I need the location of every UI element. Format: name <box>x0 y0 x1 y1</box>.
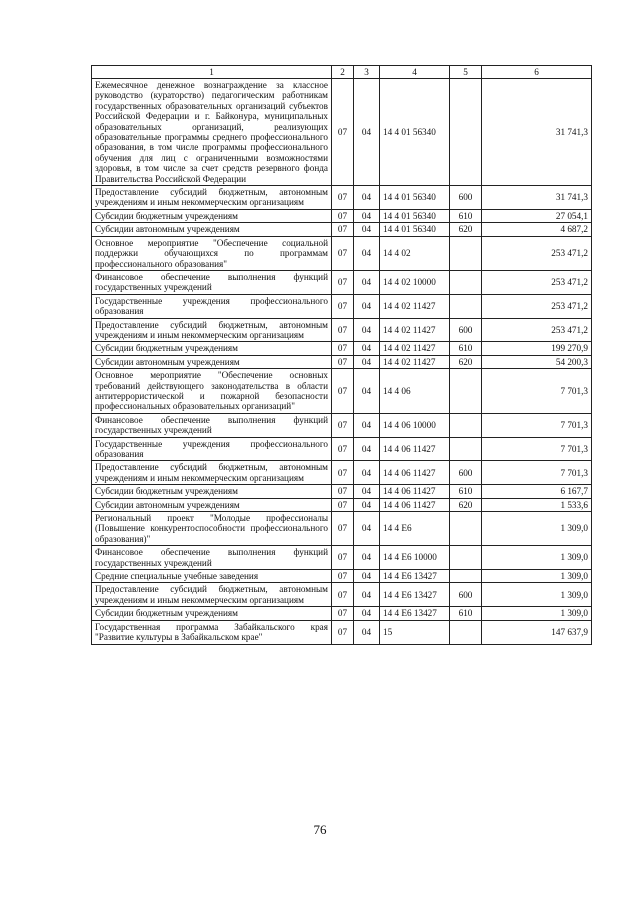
row-amount-cell: 1 309,0 <box>482 583 592 607</box>
row-subsection-cell: 04 <box>354 209 380 222</box>
row-target-code-cell: 14 4 06 11427 <box>380 485 450 498</box>
page-number: 76 <box>313 822 327 837</box>
row-section-cell: 07 <box>332 413 354 437</box>
row-subsection-cell: 04 <box>354 79 380 186</box>
row-target-code-cell: 15 <box>380 620 450 644</box>
row-name-cell: Финансовое обеспечение выполнения функций государственных учреждений <box>92 546 332 570</box>
row-subsection-cell: 04 <box>354 498 380 511</box>
row-target-code-cell: 14 4 06 11427 <box>380 498 450 511</box>
row-subsection-cell: 04 <box>354 369 380 414</box>
row-name-cell: Основное мероприятие "Обеспечение социальной поддержки обучающихся по программам профессионального образования" <box>92 236 332 270</box>
row-section-cell: 07 <box>332 369 354 414</box>
row-expense-type-cell: 600 <box>450 583 482 607</box>
row-expense-type-cell <box>450 512 482 546</box>
row-name-cell: Основное мероприятие "Обеспечение основных требований действующего законодательства в области антитеррористической и пожарной безопасности профессиональных образовательных организаций" <box>92 369 332 414</box>
row-subsection-cell: 04 <box>354 461 380 485</box>
row-expense-type-cell <box>450 413 482 437</box>
table-row <box>92 79 592 186</box>
row-target-code-cell: 14 4 02 11427 <box>380 342 450 355</box>
row-name-cell: Финансовое обеспечение выполнения функций государственных учреждений <box>92 270 332 294</box>
row-expense-type-cell: 600 <box>450 318 482 342</box>
budget-table <box>91 65 592 645</box>
header-row <box>92 66 592 79</box>
row-target-code-cell: 14 4 01 56340 <box>380 186 450 210</box>
row-target-code-cell: 14 4 02 <box>380 236 450 270</box>
row-target-code-cell: 14 4 02 11427 <box>380 355 450 368</box>
row-name-cell: Субсидии бюджетным учреждениям <box>92 485 332 498</box>
row-name-cell: Ежемесячное денежное вознаграждение за классное руководство (кураторство) педагогическим работникам государственных образовательных организаций субъектов Российской Федерации и г. Байконура, муниципальных образовательных организаций, реализующих образовательные программы среднего профессионального образования, в том числе программы профессионального обучения для лиц с ограниченными возможностями здоровья, в том числе за счет средств резервного фонда Правительства Российской Федерации <box>92 79 332 186</box>
row-name-cell: Субсидии бюджетным учреждениям <box>92 342 332 355</box>
row-amount-cell: 147 637,9 <box>482 620 592 644</box>
row-name-cell: Средние специальные учебные заведения <box>92 570 332 583</box>
row-amount-cell: 7 701,3 <box>482 437 592 461</box>
table-row <box>92 413 592 437</box>
row-amount-cell: 54 200,3 <box>482 355 592 368</box>
table-row <box>92 512 592 546</box>
row-name-cell: Государственная программа Забайкальского края "Развитие культуры в Забайкальском крае" <box>92 620 332 644</box>
row-name-cell: Государственные учреждения профессионального образования <box>92 294 332 318</box>
row-section-cell: 07 <box>332 583 354 607</box>
row-amount-cell: 253 471,2 <box>482 318 592 342</box>
row-name-cell: Субсидии автономным учреждениям <box>92 498 332 511</box>
row-name-cell: Региональный проект "Молодые профессионалы (Повышение конкурентоспособности профессионального образования)" <box>92 512 332 546</box>
row-section-cell: 07 <box>332 223 354 236</box>
row-section-cell: 07 <box>332 186 354 210</box>
col-header-expense-type: 5 <box>450 66 482 79</box>
row-expense-type-cell: 620 <box>450 355 482 368</box>
row-section-cell: 07 <box>332 294 354 318</box>
col-header-name: 1 <box>92 66 332 79</box>
table-row <box>92 209 592 222</box>
row-subsection-cell: 04 <box>354 186 380 210</box>
row-target-code-cell: 14 4 02 11427 <box>380 318 450 342</box>
row-section-cell: 07 <box>332 209 354 222</box>
row-section-cell: 07 <box>332 498 354 511</box>
table-row <box>92 223 592 236</box>
row-target-code-cell: 14 4 06 11427 <box>380 437 450 461</box>
row-expense-type-cell <box>450 437 482 461</box>
row-amount-cell: 31 741,3 <box>482 186 592 210</box>
row-subsection-cell: 04 <box>354 620 380 644</box>
row-target-code-cell: 14 4 01 56340 <box>380 209 450 222</box>
row-amount-cell: 27 054,1 <box>482 209 592 222</box>
row-amount-cell: 7 701,3 <box>482 413 592 437</box>
table-row <box>92 498 592 511</box>
col-header-amount: 6 <box>482 66 592 79</box>
row-amount-cell: 4 687,2 <box>482 223 592 236</box>
table-row <box>92 294 592 318</box>
row-subsection-cell: 04 <box>354 607 380 620</box>
row-target-code-cell: 14 4 E6 13427 <box>380 583 450 607</box>
row-subsection-cell: 04 <box>354 355 380 368</box>
row-target-code-cell: 14 4 01 56340 <box>380 223 450 236</box>
row-subsection-cell: 04 <box>354 223 380 236</box>
row-name-cell: Государственные учреждения профессионального образования <box>92 437 332 461</box>
row-name-cell: Предоставление субсидий бюджетным, автономным учреждениям и иным некоммерческим организациям <box>92 583 332 607</box>
row-name-cell: Финансовое обеспечение выполнения функций государственных учреждений <box>92 413 332 437</box>
row-name-cell: Субсидии бюджетным учреждениям <box>92 209 332 222</box>
row-amount-cell: 6 167,7 <box>482 485 592 498</box>
row-expense-type-cell <box>450 546 482 570</box>
row-target-code-cell: 14 4 E6 13427 <box>380 570 450 583</box>
row-subsection-cell: 04 <box>354 318 380 342</box>
row-subsection-cell: 04 <box>354 485 380 498</box>
row-subsection-cell: 04 <box>354 512 380 546</box>
row-section-cell: 07 <box>332 485 354 498</box>
row-expense-type-cell: 600 <box>450 186 482 210</box>
table-row <box>92 369 592 414</box>
table-row <box>92 620 592 644</box>
row-name-cell: Субсидии автономным учреждениям <box>92 223 332 236</box>
row-expense-type-cell: 600 <box>450 461 482 485</box>
row-subsection-cell: 04 <box>354 583 380 607</box>
row-amount-cell: 1 309,0 <box>482 546 592 570</box>
table-row <box>92 342 592 355</box>
row-section-cell: 07 <box>332 318 354 342</box>
row-target-code-cell: 14 4 06 10000 <box>380 413 450 437</box>
row-subsection-cell: 04 <box>354 413 380 437</box>
row-section-cell: 07 <box>332 607 354 620</box>
row-subsection-cell: 04 <box>354 294 380 318</box>
row-target-code-cell: 14 4 E6 10000 <box>380 546 450 570</box>
row-amount-cell: 7 701,3 <box>482 369 592 414</box>
row-target-code-cell: 14 4 02 10000 <box>380 270 450 294</box>
row-subsection-cell: 04 <box>354 570 380 583</box>
table-row <box>92 355 592 368</box>
row-amount-cell: 7 701,3 <box>482 461 592 485</box>
row-expense-type-cell: 610 <box>450 485 482 498</box>
table-row <box>92 318 592 342</box>
table-row <box>92 437 592 461</box>
row-amount-cell: 1 309,0 <box>482 607 592 620</box>
row-target-code-cell: 14 4 06 <box>380 369 450 414</box>
row-section-cell: 07 <box>332 437 354 461</box>
col-header-target-code: 4 <box>380 66 450 79</box>
row-amount-cell: 1 309,0 <box>482 512 592 546</box>
row-expense-type-cell <box>450 236 482 270</box>
row-name-cell: Предоставление субсидий бюджетным, автономным учреждениям и иным некоммерческим организациям <box>92 461 332 485</box>
row-target-code-cell: 14 4 01 56340 <box>380 79 450 186</box>
row-section-cell: 07 <box>332 570 354 583</box>
row-target-code-cell: 14 4 E6 13427 <box>380 607 450 620</box>
row-expense-type-cell: 620 <box>450 223 482 236</box>
row-amount-cell: 253 471,2 <box>482 270 592 294</box>
row-section-cell: 07 <box>332 236 354 270</box>
row-expense-type-cell: 620 <box>450 498 482 511</box>
row-name-cell: Предоставление субсидий бюджетным, автономным учреждениям и иным некоммерческим организациям <box>92 318 332 342</box>
row-amount-cell: 1 533,6 <box>482 498 592 511</box>
row-subsection-cell: 04 <box>354 342 380 355</box>
row-subsection-cell: 04 <box>354 236 380 270</box>
row-section-cell: 07 <box>332 270 354 294</box>
row-subsection-cell: 04 <box>354 546 380 570</box>
row-section-cell: 07 <box>332 79 354 186</box>
row-amount-cell: 31 741,3 <box>482 79 592 186</box>
table-row <box>92 236 592 270</box>
row-target-code-cell: 14 4 02 11427 <box>380 294 450 318</box>
row-section-cell: 07 <box>332 546 354 570</box>
row-amount-cell: 199 270,9 <box>482 342 592 355</box>
row-amount-cell: 1 309,0 <box>482 570 592 583</box>
row-subsection-cell: 04 <box>354 437 380 461</box>
row-section-cell: 07 <box>332 620 354 644</box>
row-section-cell: 07 <box>332 355 354 368</box>
col-header-subsection: 3 <box>354 66 380 79</box>
row-target-code-cell: 14 4 06 11427 <box>380 461 450 485</box>
row-subsection-cell: 04 <box>354 270 380 294</box>
row-expense-type-cell <box>450 270 482 294</box>
row-expense-type-cell <box>450 570 482 583</box>
table-row <box>92 546 592 570</box>
table-row <box>92 186 592 210</box>
table-row <box>92 485 592 498</box>
table-row <box>92 570 592 583</box>
row-name-cell: Субсидии бюджетным учреждениям <box>92 607 332 620</box>
row-amount-cell: 253 471,2 <box>482 294 592 318</box>
row-expense-type-cell <box>450 369 482 414</box>
row-amount-cell: 253 471,2 <box>482 236 592 270</box>
row-expense-type-cell <box>450 620 482 644</box>
row-expense-type-cell: 610 <box>450 209 482 222</box>
table-row <box>92 583 592 607</box>
table-row <box>92 270 592 294</box>
row-section-cell: 07 <box>332 461 354 485</box>
row-section-cell: 07 <box>332 342 354 355</box>
row-target-code-cell: 14 4 E6 <box>380 512 450 546</box>
row-name-cell: Предоставление субсидий бюджетным, автономным учреждениям и иным некоммерческим организациям <box>92 186 332 210</box>
row-expense-type-cell <box>450 79 482 186</box>
row-expense-type-cell: 610 <box>450 607 482 620</box>
row-section-cell: 07 <box>332 512 354 546</box>
table-row <box>92 461 592 485</box>
col-header-section: 2 <box>332 66 354 79</box>
row-name-cell: Субсидии автономным учреждениям <box>92 355 332 368</box>
table-row <box>92 607 592 620</box>
row-expense-type-cell: 610 <box>450 342 482 355</box>
row-expense-type-cell <box>450 294 482 318</box>
